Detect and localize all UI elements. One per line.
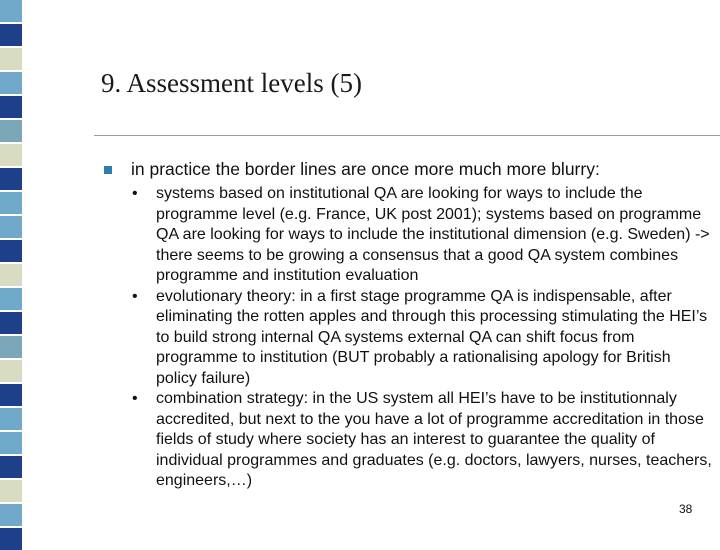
sub-bullet-item (132, 389, 712, 492)
stripe-square (0, 408, 22, 430)
stripe-square (0, 24, 22, 46)
sub-bullet-item (132, 287, 712, 390)
stripe-square (0, 480, 22, 502)
stripe-square (0, 264, 22, 286)
stripe-square (0, 456, 22, 478)
stripe-square (0, 168, 22, 190)
stripe-square (0, 144, 22, 166)
title-divider (94, 135, 720, 136)
stripe-square (0, 360, 22, 382)
slide-title: 9. Assessment levels (5) (101, 68, 362, 98)
stripe-square (0, 192, 22, 214)
stripe-square (0, 336, 22, 358)
stripe-square (0, 288, 22, 310)
bullet-dot-icon: • (132, 185, 138, 202)
sub-bullet-text: combination strategy: in the US system all HEI’s have to be institutionnaly accredited, but next to the you have a lot of programme accreditation in those fields of study where society has an interest to guarantee the quality of individual programmes and graduates (e.g. doctors, lawyers, nurses, teachers, engineers,…) (156, 390, 712, 489)
stripe-square (0, 528, 22, 550)
bullet-dot-icon: • (132, 390, 138, 407)
bullet-dot-icon: • (132, 287, 138, 305)
stripe-square (0, 240, 22, 262)
sub-bullet-text: systems based on institutional QA are looking for ways to include the programme level (e.g. France, UK post 2001); systems based on programme QA are looking for ways to include the institutional dimension (e.g. Sweden) -> there seems to be growing a consensus that a good QA system combines programme and institution evaluation (156, 185, 710, 284)
sub-bullet-item (132, 184, 712, 287)
square-bullet-icon (104, 166, 112, 174)
stripe-square (0, 504, 22, 526)
stripe-square (0, 72, 22, 94)
stripe-square (0, 96, 22, 118)
page-number: 38 (679, 502, 693, 516)
decorative-stripe (0, 0, 22, 540)
stripe-square (0, 120, 22, 142)
stripe-square (0, 312, 22, 334)
sub-bullet-list (132, 184, 712, 492)
sub-bullet-text: evolutionary theory: in a first stage programme QA is indispensable, after eliminating the rotten apples and through this processing stimulating the HEI’s to build strong internal QA systems external QA can shift focus from programme to institution (BUT probably a rationalising apology for British policy failure) (156, 287, 708, 387)
stripe-square (0, 216, 22, 238)
stripe-square (0, 384, 22, 406)
stripe-square (0, 0, 22, 22)
stripe-square (0, 48, 22, 70)
main-bullet-text: in practice the border lines are once more much more blurry: (131, 159, 600, 179)
stripe-square (0, 432, 22, 454)
